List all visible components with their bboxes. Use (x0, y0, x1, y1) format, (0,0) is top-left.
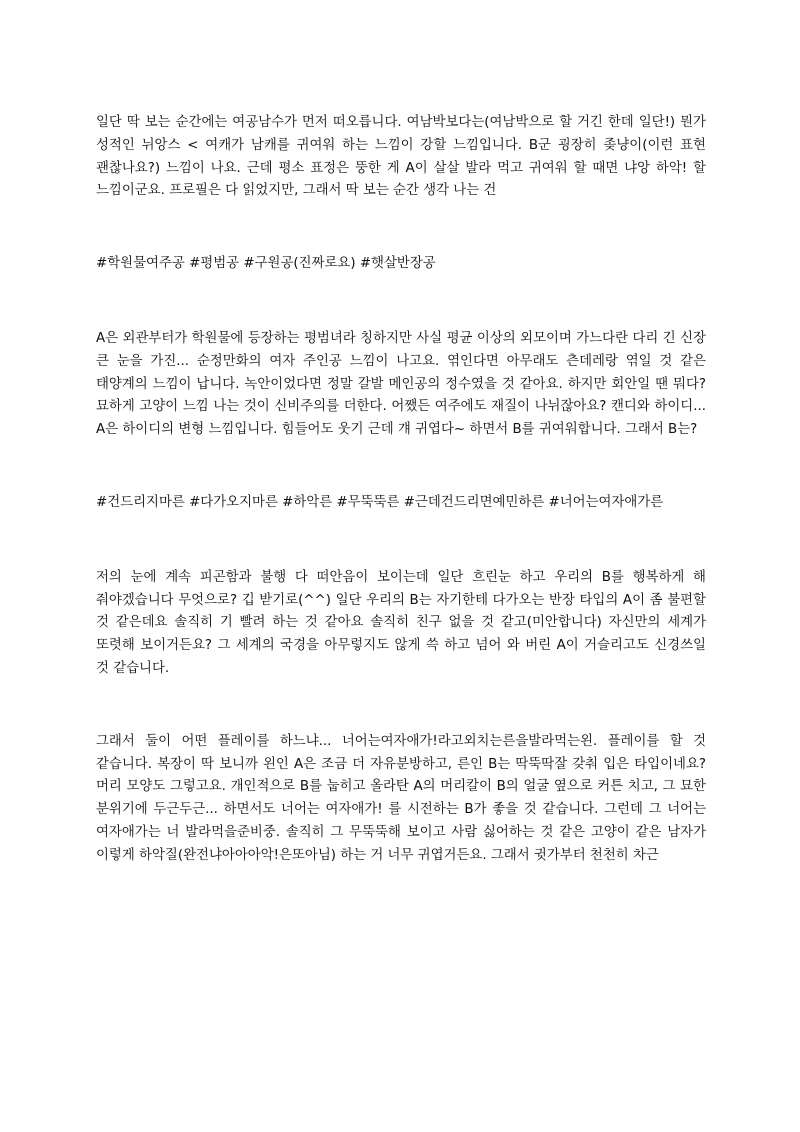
paragraph-character-b: 저의 눈에 계속 피곤함과 불행 다 떠안음이 보이는데 일단 흐린눈 하고 우리의 B를 행복하게 해 줘야겠습니다 무엇으로? 깁 받기로(^^) 일단 우리의 B는 자기한테 다가오는 반장 타입의 A이 좀 불편할 것 같은데요 솔직히 기 빨려 하는 것 같아요 솔직히 친구 없을 것 같고(미안합니다) 자신만의 세계가 또렷해 보이거든요? 그 세계의 국경을 아무렇지도 않게 쓱 하고 넘어 와 버린 A이 거슬리고도 신경쓰일 것 같습니다. (96, 569, 706, 676)
paragraph-play: 그래서 둘이 어떤 플레이를 하느냐... 너어는여자애가!라고외치는른을발라먹는왼. 플레이를 할 것 같습니다. 복장이 딱 보니까 왼인 A은 조금 더 자유분방하고, 른인 B는 딱뚝딱잘 갖춰 입은 타입이네요? 머리 모양도 그렇고요. 개인적으로 B를 눕히고 올라탄 A의 머리칼이 B의 얼굴 옆으로 커튼 치고, 그 묘한 분위기에 두근두근... 하면서도 너어는 여자애가! 를 시전하는 B가 좋을 것 같습니다. 그런데 그 너어는 여자애가는 너 발라먹을준비중. 솔직히 그 무뚝뚝해 보이고 사람 싫어하는 것 같은 고양이 같은 남자가 이렇게 하악질(완전냐아아아악!은또아님) 하는 거 너무 귀엽거든요. 그래서 귓가부터 천천히 차근 (96, 733, 706, 863)
hashtags-b: #건드리지마른 #다가오지마른 #하악른 #무뚝뚝른 #근데건드리면예민하른 #너어는여자애가른 (96, 494, 664, 510)
hashtags-a: #학원물여주공 #평범공 #구원공(진짜로요) #햇살반장공 (96, 256, 436, 272)
paragraph-character-a: A은 외관부터가 학원물에 등장하는 평범녀라 칭하지만 사실 평균 이상의 외모이며 가느다란 다리 긴 신장 큰 눈을 가진... 순정만화의 여자 주인공 느낌이 나고요. 엮인다면 아무래도 츤데레랑 엮일 것 같은 태양계의 느낌이 납니다. 녹안이었다면 정말 갈발 메인공의 정수였을 것 같아요. 하지만 회안일 땐 뭐다? 묘하게 고양이 느낌 나는 것이 신비주의를 더한다. 어쨌든 여주에도 재질이 나뉘잖아요? 캔디와 하이디... A은 하이디의 변형 느낌입니다. 힘들어도 웃기 근데 걔 귀엽다~ 하면서 B를 귀여워합니다. 그래서 B는? (96, 330, 706, 438)
paragraph-intro: 일단 딱 보는 순간에는 여공남수가 먼저 떠오릅니다. 여남박보다는(여남박으로 할 거긴 한데 일단!) 뭔가 성적인 뉘앙스 < 여캐가 남캐를 귀여워 하는 느낌이 강할 느낌입니다. B군 굉장히 좆냥이(이런 표현 괜찮나요?) 느낌이 나요. 근데 평소 표정은 뚱한 게 A이 살살 발라 먹고 귀여워 할 때면 냐앙 하악! 할 느낌이군요. 프로필은 다 읽었지만, 그래서 딱 보는 순간 생각 나는 건 (96, 115, 706, 199)
document-page (96, 112, 706, 868)
